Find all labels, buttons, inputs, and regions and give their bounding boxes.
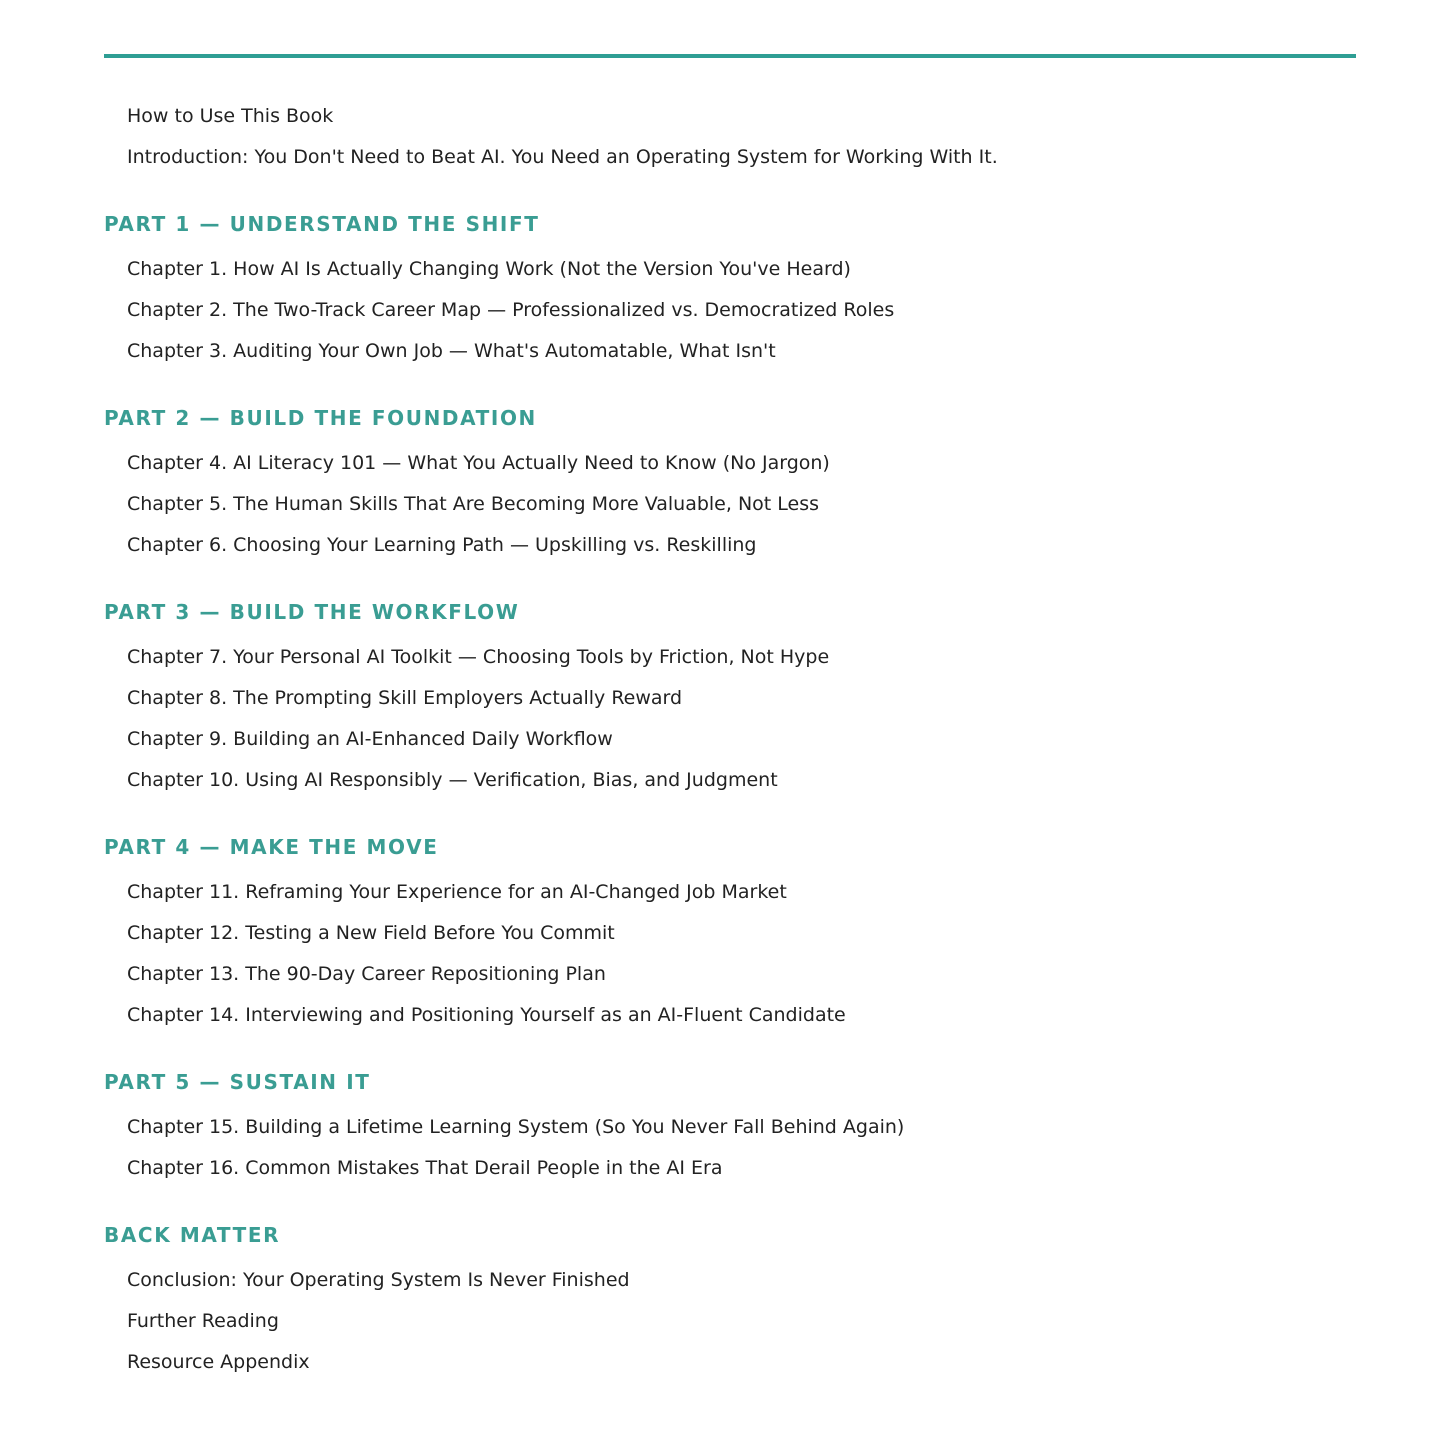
toc-entry-chapter-5[interactable]: Chapter 5. The Human Skills That Are Becoming More Valuable, Not Less <box>127 493 820 515</box>
toc-entry-chapter-11[interactable]: Chapter 11. Reframing Your Experience for an AI-Changed Job Market <box>127 881 787 903</box>
toc-entry-further-reading[interactable]: Further Reading <box>127 1310 279 1332</box>
back-matter-heading: BACK MATTER <box>104 1223 281 1247</box>
toc-entry-chapter-9[interactable]: Chapter 9. Building an AI-Enhanced Daily Workflow <box>127 728 613 750</box>
toc-entry-chapter-4[interactable]: Chapter 4. AI Literacy 101 — What You Actually Need to Know (No Jargon) <box>127 452 830 474</box>
toc-entry-chapter-8[interactable]: Chapter 8. The Prompting Skill Employers Actually Reward <box>127 687 683 709</box>
top-divider-rule <box>104 54 1356 58</box>
toc-entry-chapter-15[interactable]: Chapter 15. Building a Lifetime Learning System (So You Never Fall Behind Again) <box>127 1116 905 1138</box>
toc-entry-chapter-1[interactable]: Chapter 1. How AI Is Actually Changing Work (Not the Version You've Heard) <box>127 258 851 280</box>
part-2-heading: PART 2 — BUILD THE FOUNDATION <box>104 406 537 430</box>
toc-entry-chapter-7[interactable]: Chapter 7. Your Personal AI Toolkit — Choosing Tools by Friction, Not Hype <box>127 646 830 668</box>
part-3-heading: PART 3 — BUILD THE WORKFLOW <box>104 600 520 624</box>
toc-entry-how-to-use[interactable]: How to Use This Book <box>127 105 334 127</box>
toc-entry-chapter-16[interactable]: Chapter 16. Common Mistakes That Derail People in the AI Era <box>127 1157 723 1179</box>
part-3-section <box>104 598 1356 794</box>
toc-entry-chapter-6[interactable]: Chapter 6. Choosing Your Learning Path — Upskilling vs. Reskilling <box>127 534 757 556</box>
part-1-section <box>104 210 1356 365</box>
toc-entry-conclusion[interactable]: Conclusion: Your Operating System Is Never Finished <box>127 1269 630 1291</box>
part-1-heading: PART 1 — UNDERSTAND THE SHIFT <box>104 212 540 236</box>
part-4-heading: PART 4 — MAKE THE MOVE <box>104 835 439 859</box>
toc-entry-chapter-12[interactable]: Chapter 12. Testing a New Field Before You Commit <box>127 922 615 944</box>
front-matter-list <box>104 103 1356 171</box>
toc-entry-resource-appendix[interactable]: Resource Appendix <box>127 1351 310 1373</box>
table-of-contents <box>104 103 1356 1390</box>
toc-entry-chapter-2[interactable]: Chapter 2. The Two-Track Career Map — Professionalized vs. Democratized Roles <box>127 299 895 321</box>
toc-entry-chapter-3[interactable]: Chapter 3. Auditing Your Own Job — What's Automatable, What Isn't <box>127 340 776 362</box>
part-5-section <box>104 1068 1356 1182</box>
part-5-heading: PART 5 — SUSTAIN IT <box>104 1070 371 1094</box>
part-2-section <box>104 404 1356 559</box>
part-4-section <box>104 833 1356 1029</box>
toc-entry-introduction[interactable]: Introduction: You Don't Need to Beat AI. You Need an Operating System for Working With It. <box>127 146 998 168</box>
back-matter-section <box>104 1221 1356 1376</box>
toc-entry-chapter-10[interactable]: Chapter 10. Using AI Responsibly — Verification, Bias, and Judgment <box>127 769 778 791</box>
toc-entry-chapter-13[interactable]: Chapter 13. The 90-Day Career Repositioning Plan <box>127 963 606 985</box>
toc-entry-chapter-14[interactable]: Chapter 14. Interviewing and Positioning Yourself as an AI-Fluent Candidate <box>127 1004 846 1026</box>
